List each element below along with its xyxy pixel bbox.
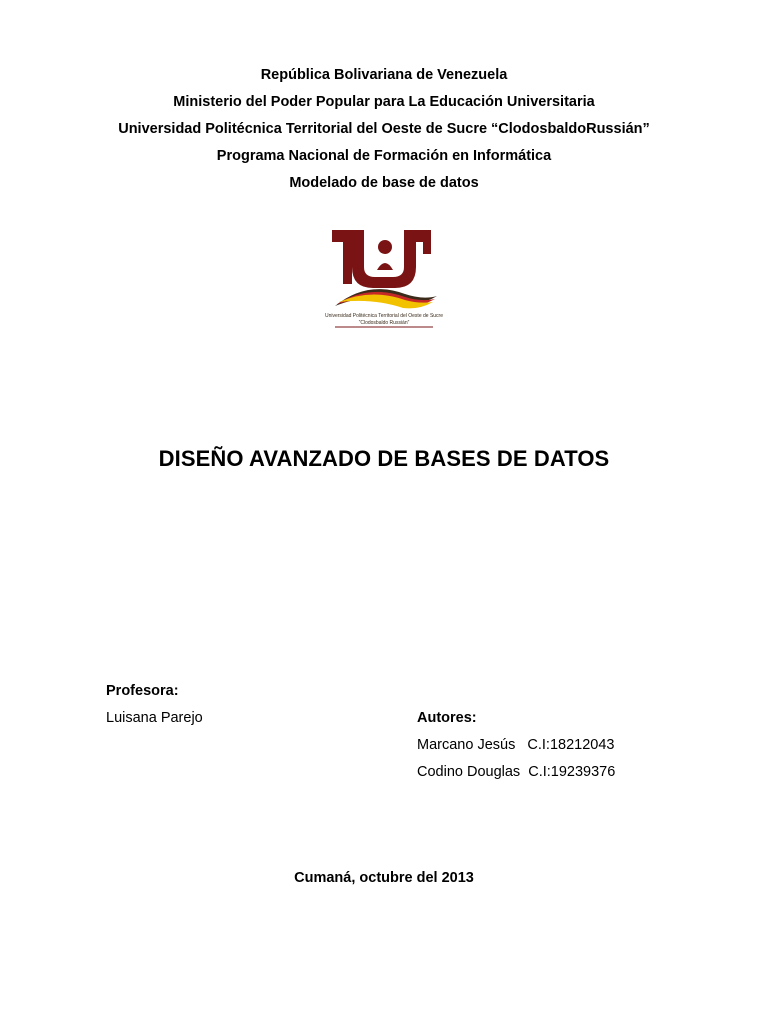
place-date: Cumaná, octubre del 2013 xyxy=(294,870,474,886)
svg-text:Universidad Politécnica Territ: Universidad Politécnica Territorial del Oeste de Sucre xyxy=(325,313,443,319)
profesora-name: Luisana Parejo xyxy=(106,710,203,726)
header-program: Programa Nacional de Formación en Informática xyxy=(216,148,552,164)
document-title: DISEÑO AVANZADO DE BASES DE DATOS xyxy=(158,446,610,471)
svg-text:“Clodosbaldo Russián”: “Clodosbaldo Russián” xyxy=(358,320,410,326)
autor-item: Codino Douglas C.I:19239376 xyxy=(417,764,616,780)
university-logo xyxy=(325,222,443,332)
header-republic: República Bolivariana de Venezuela xyxy=(260,67,508,83)
autores-label: Autores: xyxy=(417,710,477,726)
university-logo-emblem-icon xyxy=(325,222,443,332)
header-ministry: Ministerio del Poder Popular para La Educación Universitaria xyxy=(173,94,595,110)
header-university: Universidad Politécnica Territorial del Oeste de Sucre “ClodosbaldoRussián” xyxy=(118,121,650,137)
profesora-label: Profesora: xyxy=(106,683,179,699)
header-course: Modelado de base de datos xyxy=(289,175,479,191)
autor-item: Marcano Jesús C.I:18212043 xyxy=(417,737,615,753)
